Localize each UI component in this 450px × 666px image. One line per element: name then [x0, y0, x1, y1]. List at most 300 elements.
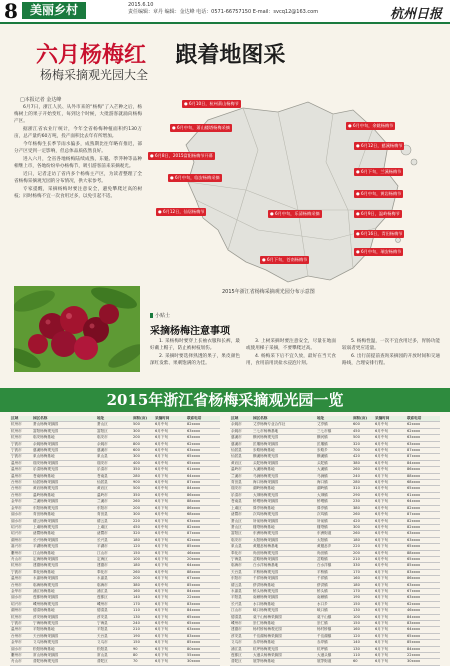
table-cell: 所前杨梅采摘园 — [253, 518, 279, 523]
table-cell: 63xxxx — [187, 518, 201, 523]
table-cell: 楼塔镇 — [317, 524, 328, 529]
table-cell: 6月下旬 — [375, 588, 389, 593]
table-cell: 临海杨梅观光园 — [33, 582, 59, 587]
table-cell: 6月下旬 — [375, 537, 389, 542]
table-cell: 永嘉杨梅采摘园 — [33, 576, 59, 581]
table-cell: 6月下旬 — [155, 588, 169, 593]
table-cell: 奉化市 — [97, 569, 108, 574]
table-cell: 富阳区 — [231, 531, 242, 536]
table-cell: 瑞安市 — [97, 460, 108, 465]
table-cell: 67xxxx — [407, 588, 421, 593]
table-cell: 瑞安市 — [231, 486, 242, 491]
table-cell: 62xxxx — [407, 422, 421, 427]
table-cell: 68xxxx — [187, 512, 201, 517]
table-cell: 兰溪市 — [97, 499, 108, 504]
table-cell: 63xxxx — [187, 435, 201, 440]
headline — [36, 38, 285, 69]
table-cell: 64xxxx — [407, 499, 421, 504]
table-cell: 马涧杨梅观光园 — [253, 473, 279, 478]
table-cell: 崇仁杨梅基地 — [253, 621, 275, 625]
table-cell: 金华市 — [11, 499, 22, 504]
table-cell: 象山县 — [97, 454, 108, 459]
table-cell: 仙居县 — [231, 454, 242, 459]
table-cell: 6月中旬 — [375, 550, 389, 555]
article-paragraph: 专家提醒，采摘杨梅时要注意安全，避免攀爬过高的树枝；同时杨梅不宜一次食用过多，以免引起不适。 — [14, 187, 142, 199]
table-cell: 310 — [353, 486, 360, 491]
table-cell: 丽水市 — [11, 646, 22, 651]
table-cell: 岔路杨梅采摘园 — [253, 556, 279, 561]
table-cell: 白水洋镇 — [317, 563, 332, 568]
table-cell: 6月中旬 — [155, 480, 169, 485]
table-cell: 450 — [353, 428, 360, 433]
table-cell: 诸暨杨梅基地 — [33, 531, 55, 536]
map-label: ● 6月下旬，兰溪杨梅节 — [356, 169, 402, 174]
table-cell: 6月中旬 — [375, 435, 389, 440]
map-label: ● 6月中旬，余姚杨梅节 — [348, 123, 394, 128]
table-cell: 丈亭镇 — [317, 422, 328, 427]
table-cell: 450 — [133, 524, 140, 529]
map-label: ● 6月中旬，黄岩杨梅节 — [356, 191, 402, 196]
table-cell: 湖岭镇 — [317, 486, 328, 491]
table-cell: 慈溪市 — [231, 435, 242, 440]
table-cell: 46xxxx — [407, 608, 421, 613]
table-cell: 6月下旬 — [375, 601, 389, 606]
byline: □本报记者 金达峰 — [20, 97, 62, 103]
table-cell: 600 — [353, 422, 360, 427]
table-cell: 温岭杨梅基地 — [33, 492, 55, 497]
table-cell: 绍兴市 — [11, 601, 22, 606]
table-cell: 65xxxx — [407, 544, 421, 549]
table-cell: 62xxxx — [187, 441, 201, 446]
tip-item: 1. 采杨梅时要穿上长袖衣服和长裤，最好戴上帽子，防止被树枝划伤。 — [150, 339, 240, 351]
table-cell: 象山杨梅基地 — [33, 454, 55, 459]
sidebar-tips-col2 — [246, 338, 336, 384]
table-cell: 大港头镇 — [317, 653, 332, 658]
article-paragraph: 进入六月，全省各地杨梅陆续成熟，东魁、荸荠种等品种相继上市，各地纷纷举办杨梅节，吸引游客前来采摘观光。 — [14, 157, 142, 169]
table-cell: 6月中旬 — [375, 486, 389, 491]
table-cell: 金华市 — [11, 640, 22, 645]
table-cell: 萧山杨梅采摘园 — [33, 422, 59, 427]
table-cell: 6月中旬 — [155, 422, 169, 427]
table-cell: 莲都区 — [97, 595, 108, 600]
table-cell: 87xxxx — [407, 454, 421, 459]
sidebar-kicker: 小贴士 — [150, 312, 170, 319]
table-cell: 水口乡 — [317, 601, 328, 606]
table-cell: 500 — [133, 486, 140, 491]
table-header-cell: 采摘时间 — [155, 416, 170, 420]
table-cell: 6月下旬 — [155, 659, 169, 664]
table-cell: 84xxxx — [187, 588, 201, 593]
table-cell: 萧山区 — [231, 518, 242, 523]
tip-item: 4. 杨梅采下后不宜久放，最好在当天食用，食用前用淡盐水浸泡片刻。 — [246, 354, 336, 366]
table-cell: 横河杨梅观光园 — [253, 435, 279, 440]
table-cell: 临海市 — [97, 582, 108, 587]
sidebar-tips-col1 — [150, 338, 240, 384]
table-cell: 舟山市 — [11, 556, 22, 561]
table-cell: 130 — [353, 646, 360, 651]
table-cell: 峡口镇 — [317, 608, 328, 613]
table-cell: 桥墩镇 — [317, 499, 328, 504]
table-cell: 300 — [133, 428, 140, 433]
table-cell: 仙居杨梅采摘园 — [33, 480, 59, 485]
table-cell: 缙云杨梅采摘园 — [33, 518, 59, 523]
table-cell: 杭坪镇 — [317, 646, 328, 651]
table-header-cell: 面积(亩) — [353, 416, 368, 420]
table-cell: 兰溪市 — [231, 473, 242, 478]
table-cell: 84xxxx — [187, 486, 201, 491]
sidebar-tips-col3 — [342, 338, 440, 384]
tip-item: 2. 采摘时要选择熟透的果子，果皮颜色深红发紫、果刺饱满的为佳。 — [150, 354, 240, 366]
table-cell: 200 — [133, 435, 140, 440]
table-cell: 85xxxx — [187, 544, 201, 549]
table-cell: 6月中旬 — [155, 524, 169, 529]
table-cell: 65xxxx — [407, 486, 421, 491]
table-cell: 400 — [133, 460, 140, 465]
table-cell: 6月中旬 — [375, 467, 389, 472]
table-cell: 180 — [353, 582, 360, 587]
table-cell: 140 — [133, 595, 140, 600]
table-cell: 64xxxx — [187, 473, 201, 478]
table-cell: 80 — [133, 653, 138, 658]
table-cell: 水口杨梅基地 — [253, 601, 275, 606]
table-cell: 210 — [353, 556, 360, 561]
table-cell: 83xxxx — [407, 621, 421, 625]
table-cell: 平湖杨梅观光园 — [33, 544, 59, 549]
table-cell: 缙云县 — [97, 518, 108, 523]
table-cell: 平桥杨梅观光园 — [253, 569, 279, 574]
table-cell: 淳安县 — [97, 614, 108, 619]
table-cell: 宁波市 — [11, 441, 22, 446]
table-cell: 80xxxx — [187, 646, 201, 651]
table-cell: 90 — [133, 646, 138, 651]
table-cell: 6月下旬 — [155, 640, 169, 645]
table-cell: 86xxxx — [187, 505, 201, 510]
table-cell: 160 — [353, 627, 360, 632]
table-cell: 建德杨梅观光园 — [33, 563, 59, 568]
table-cell: 160 — [133, 588, 140, 593]
table-cell: 600 — [133, 448, 140, 453]
table-cell: 200 — [353, 550, 360, 555]
table-cell: 65xxxx — [407, 633, 421, 638]
table-cell: 天台县 — [231, 569, 242, 574]
table-cell: 舒洪杨梅基地 — [253, 582, 275, 587]
table-cell: 丽水市 — [11, 595, 22, 600]
table-cell: 86xxxx — [407, 467, 421, 472]
table-cell: 常山县 — [97, 653, 108, 658]
table-cell: 崇仁镇 — [317, 621, 328, 625]
table-cell: 84xxxx — [187, 608, 201, 613]
table-cell: 萧山区 — [231, 524, 242, 529]
table-cell: 三七市杨梅基地 — [253, 428, 279, 433]
table-cell: 东阳杨梅观光园 — [33, 505, 59, 510]
table-cell: 桥墩杨梅采摘园 — [253, 499, 279, 504]
table-cell: 匡堰杨梅采摘园 — [253, 441, 279, 446]
table-cell: 舟山市 — [11, 659, 22, 664]
table-cell: 300 — [353, 524, 360, 529]
table-cell: 6月下旬 — [375, 646, 389, 651]
page-number: 8 — [4, 0, 18, 23]
table-cell: 6月下旬 — [155, 518, 169, 523]
table-cell: 6月中旬 — [155, 460, 169, 465]
table-cell: 6月下旬 — [155, 627, 169, 632]
table-cell: 61xxxx — [187, 467, 201, 472]
table-cell: 6月下旬 — [375, 544, 389, 549]
issue-date: 2015.6.10 — [128, 2, 154, 8]
table-cell: 奉化市 — [231, 550, 242, 555]
table-cell: 300 — [133, 454, 140, 459]
table-cell: 6月中旬 — [155, 621, 169, 625]
table-cell: 杭州市 — [11, 435, 22, 440]
table-cell: 900 — [133, 480, 140, 485]
table-cell: 6月下旬 — [155, 499, 169, 504]
table-cell: 240 — [353, 473, 360, 478]
table-cell: 6月中旬 — [375, 422, 389, 427]
table-cell: 衢州市 — [11, 653, 22, 658]
table-cell: 6月中旬 — [375, 556, 389, 561]
table-cell: 86xxxx — [187, 492, 201, 497]
table-cell: 22xxxx — [187, 595, 201, 600]
table-cell: 6月下旬 — [155, 653, 169, 658]
table-cell: 6月下旬 — [375, 653, 389, 658]
table-cell: 88xxxx — [187, 499, 201, 504]
table-cell: 赤岸镇 — [317, 640, 328, 645]
table-cell: 乐清市 — [231, 492, 242, 497]
table-cell: 6月下旬 — [375, 614, 389, 619]
table-cell: 温州市 — [11, 460, 22, 465]
table-cell: 6月中旬 — [375, 441, 389, 446]
table-cell: 杨村桥镇 — [317, 627, 332, 632]
table-cell: 6月中旬 — [155, 582, 169, 587]
table-cell: 象山县 — [231, 544, 242, 549]
table-cell: 68xxxx — [407, 480, 421, 485]
table-cell: 慈溪市 — [231, 441, 242, 446]
table-cell: 东洲杨梅观光园 — [253, 531, 279, 536]
table-cell: 温州市 — [11, 473, 22, 478]
table-header-cell: 联系电话 — [407, 416, 422, 420]
sidebar-title: 采摘杨梅注意事项 — [150, 326, 230, 337]
table-cell: 德清县 — [231, 614, 242, 619]
table-cell: 30xxxx — [407, 659, 421, 664]
table-cell: 驿亭杨梅基地 — [253, 505, 275, 510]
table-cell: 130 — [353, 608, 360, 613]
table-cell: 宁海杨梅观光园 — [33, 621, 59, 625]
article-paragraph: 近日，记者走访了省内多个杨梅主产区，为读者整理了全省杨梅采摘观光园的分布情况，供大家参考。 — [14, 172, 142, 184]
table-cell: 金华市 — [11, 588, 22, 593]
table-cell: 6月中旬 — [375, 460, 389, 465]
table-cell: 东洲街道 — [317, 531, 332, 536]
table-cell: 长兴县 — [231, 601, 242, 606]
section-title: 美丽乡村 — [22, 2, 86, 19]
table-cell: 马涧镇 — [317, 473, 328, 478]
table-cell: 65xxxx — [187, 614, 201, 619]
table-cell: 嵊州杨梅观光园 — [33, 601, 59, 606]
table-cell: 150 — [353, 621, 360, 625]
table-cell: 东阳市 — [231, 576, 242, 581]
table-cell: 380 — [353, 505, 360, 510]
table-cell: 22xxxx — [407, 653, 421, 658]
table-cell: 6月下旬 — [375, 621, 389, 625]
table-cell: 87xxxx — [187, 531, 201, 536]
table-header-cell: 面积(亩) — [133, 416, 148, 420]
table-cell: 临安杨梅基地 — [33, 435, 55, 440]
table-cell: 200 — [133, 576, 140, 581]
table-cell: 大港头杨梅采摘园 — [253, 653, 282, 658]
table-cell: 千祥镇 — [317, 576, 328, 581]
table-cell: 260 — [353, 512, 360, 517]
table-cell: 6月中旬 — [155, 569, 169, 574]
table-cell: 190 — [133, 633, 140, 638]
table-cell: 140 — [353, 640, 360, 645]
table-cell: 88xxxx — [187, 569, 201, 574]
editor-contact: 责任编辑：章丹 编辑：金达峰 电话：0571-66757150 E-mail：svcq12@163.com — [128, 9, 319, 15]
headline-red: 六月杨梅红 — [36, 42, 147, 68]
table-cell: 义乌市 — [97, 640, 108, 645]
table-cell: 缙云县 — [231, 582, 242, 587]
table-cell: 110 — [353, 653, 360, 658]
table-cell: 金华市 — [11, 505, 22, 510]
table-cell: 步路杨梅基地 — [253, 448, 275, 453]
table-cell: 55xxxx — [187, 653, 201, 658]
table-cell: 6月下旬 — [155, 595, 169, 600]
table-cell: 千岛湖杨梅采摘园 — [253, 633, 282, 638]
article-paragraph: 据浙江省农业厅统计，今年全省杨梅种植面积约130万亩，总产量约60万吨，投产面积比去年有所增加。 — [14, 127, 142, 139]
table-cell: 65xxxx — [187, 621, 201, 625]
table-cell: 青田县 — [97, 512, 108, 517]
table-cell: 岔路镇 — [317, 556, 328, 561]
bayberry-photo — [14, 286, 140, 372]
table-cell: 6月中旬 — [375, 524, 389, 529]
table-cell: 6月下旬 — [375, 627, 389, 632]
table-cell: 太阳杨梅采摘园 — [253, 537, 279, 542]
table-cell: 85xxxx — [407, 563, 421, 568]
table-cell: 天台杨梅采摘园 — [33, 633, 59, 638]
table-cell: 杭州市 — [11, 563, 22, 568]
map-label: ● 6月12日，慈溪杨梅节 — [356, 143, 403, 148]
table-cell: 6月下旬 — [375, 499, 389, 504]
table-cell: 130 — [133, 614, 140, 619]
table-cell: 上虞区 — [97, 524, 108, 529]
table-cell: 大溪杨梅基地 — [253, 467, 275, 472]
table-cell: 6月中旬 — [155, 448, 169, 453]
table-cell: 乐清杨梅观光园 — [33, 467, 59, 472]
table-cell: 长兴县 — [97, 537, 108, 542]
table-cell: 88xxxx — [407, 550, 421, 555]
table-cell: 苍南县 — [231, 499, 242, 504]
table-cell: 86xxxx — [407, 576, 421, 581]
table-cell: 170 — [353, 569, 360, 574]
table-cell: 平湖市 — [97, 544, 108, 549]
table-cell: 84xxxx — [407, 460, 421, 465]
table-cell: 丈亭杨梅专业合作社 — [253, 422, 286, 427]
table-cell: 6月下旬 — [375, 633, 389, 638]
table-cell: 6月下旬 — [375, 608, 389, 613]
table-cell: 6月下旬 — [375, 659, 389, 664]
table-cell: 余姚市 — [231, 422, 242, 427]
table-cell: 61xxxx — [407, 492, 421, 497]
table-cell: 平桥镇 — [317, 569, 328, 574]
table-cell: 240 — [133, 621, 140, 625]
newspaper-name: 杭州日报 — [389, 7, 442, 22]
map-label: ● 6月8日，2015富阳杨梅节开幕 — [150, 153, 213, 158]
table-cell: 海口镇 — [317, 480, 328, 485]
table-cell: 普陀区 — [97, 659, 108, 664]
table-cell: 200 — [133, 505, 140, 510]
map-label: ● 6月中旬，瑞安杨梅节 — [356, 249, 402, 254]
table-cell: 温岭市 — [231, 467, 242, 472]
table-cell: 余姚杨梅采摘园 — [33, 441, 59, 446]
table-cell: 大溪镇 — [317, 467, 328, 472]
table-cell: 6月下旬 — [155, 505, 169, 510]
header-meta — [128, 2, 318, 16]
table-cell: 6月下旬 — [155, 435, 169, 440]
table-cell: 普陀杨梅观光园 — [33, 659, 59, 664]
table-cell: 6月中旬 — [155, 441, 169, 446]
table-cell: 83xxxx — [407, 569, 421, 574]
table-cell: 210 — [133, 627, 140, 632]
table-cell: 温州市 — [11, 467, 22, 472]
table-cell: 德清杨梅基地 — [33, 608, 55, 613]
table-cell: 63xxxx — [187, 448, 201, 453]
table-cell: 6月下旬 — [155, 544, 169, 549]
table-cell: 富阳区 — [97, 428, 108, 433]
table-cell: 临海市 — [231, 563, 242, 568]
table-cell: 浦江县 — [231, 646, 242, 651]
table-cell: 千岛湖镇 — [317, 633, 332, 638]
table-cell: 6月下旬 — [155, 608, 169, 613]
table-cell: 嵊州市 — [97, 601, 108, 606]
table-cell: 绍兴市 — [11, 531, 22, 536]
table-cell: 桥头镇 — [317, 588, 328, 593]
table-cell: 160 — [353, 576, 360, 581]
table-cell: 温州市 — [11, 576, 22, 581]
table-cell: 杭州市 — [11, 614, 22, 619]
table-cell: 头陀杨梅采摘园 — [253, 460, 279, 465]
tip-item: 3. 上树采摘时要注意安全，尽量在地面或使用梯子采摘，不要攀爬过高。 — [246, 339, 336, 351]
table-cell: 500 — [353, 435, 360, 440]
table-cell: 南雁镇 — [317, 595, 328, 600]
table-cell: 82xxxx — [407, 518, 421, 523]
table-cell: 杨村桥杨梅观光园 — [253, 627, 282, 632]
table-cell: 宁波市 — [11, 448, 22, 453]
table-cell: 台州市 — [11, 492, 22, 497]
table-cell: 德清县 — [97, 608, 108, 613]
table-cell: 190 — [353, 595, 360, 600]
table-header-cell: 园区名称 — [33, 416, 48, 420]
table-cell: 丽水市 — [11, 512, 22, 517]
table-cell: 奉化杨梅基地 — [33, 569, 55, 574]
table-cell: 展茅杨梅基地 — [253, 659, 275, 664]
table-cell: 6月中旬 — [375, 428, 389, 433]
table-cell: 温州市 — [11, 627, 22, 632]
table-cell: 64xxxx — [187, 563, 201, 568]
table-cell: 宁海县 — [97, 621, 108, 625]
table-cell: 180 — [353, 537, 360, 542]
table-cell: 6月下旬 — [375, 576, 389, 581]
table-row — [230, 659, 440, 665]
table-cell: 上虞区 — [231, 505, 242, 510]
table-cell: 湖州市 — [11, 537, 22, 542]
map-label: ● 6月16日，青田杨梅节 — [356, 231, 403, 236]
table-cell: 海口杨梅采摘园 — [253, 480, 279, 485]
tip-item: 6. 出行前提前查询采摘园的开放时间和交通路线，合理安排行程。 — [342, 354, 440, 366]
table-cell: 180 — [133, 537, 140, 542]
table-cell: 85xxxx — [407, 640, 421, 645]
table-cell: 62xxxx — [407, 428, 421, 433]
table-cell: 85xxxx — [187, 640, 201, 645]
table-cell: 320 — [133, 531, 140, 536]
map-label: ● 6月中旬，萧山楼塔杨梅采摘 — [172, 125, 230, 130]
table-cell: 82xxxx — [187, 524, 201, 529]
